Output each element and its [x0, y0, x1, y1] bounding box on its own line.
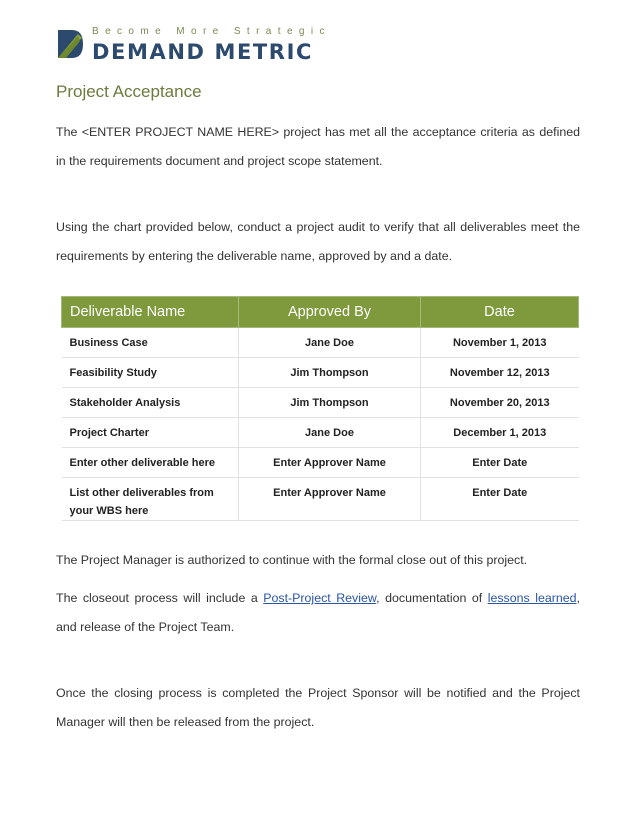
closeout-text-start: The closeout process will include a — [56, 591, 264, 605]
table-row — [62, 418, 579, 448]
logo-brand: DEMAND METRIC — [92, 40, 314, 64]
deliverable-cell[interactable]: Stakeholder Analysis — [62, 388, 239, 418]
date-cell[interactable]: December 1, 2013 — [421, 418, 579, 448]
logo-tagline: Become More Strategic — [92, 26, 331, 37]
date-cell[interactable]: November 1, 2013 — [421, 328, 579, 358]
closeout-text-mid: , documentation of — [376, 591, 488, 605]
deliverable-cell[interactable]: Business Case — [62, 328, 239, 358]
deliverable-cell[interactable]: Feasibility Study — [62, 358, 239, 388]
approver-cell[interactable]: Jim Thompson — [239, 388, 421, 418]
header-date: Date — [421, 297, 579, 328]
approver-cell[interactable]: Enter Approver Name — [239, 478, 421, 521]
table-row — [62, 328, 579, 358]
deliverable-cell[interactable]: Project Charter — [62, 418, 239, 448]
date-cell[interactable]: November 12, 2013 — [421, 358, 579, 388]
table-row — [62, 388, 579, 418]
approver-cell[interactable]: Enter Approver Name — [239, 448, 421, 478]
table-row — [62, 478, 579, 521]
page-title: Project Acceptance — [56, 82, 202, 101]
approver-cell[interactable]: Jane Doe — [239, 418, 421, 448]
deliverable-cell[interactable]: List other deliverables from your WBS here — [62, 478, 239, 521]
company-logo — [56, 26, 331, 66]
approver-cell[interactable]: Jane Doe — [239, 328, 421, 358]
post-project-review-link[interactable]: Post-Project Review — [263, 591, 377, 605]
authorization-paragraph: The Project Manager is authorized to continue with the formal close out of this project. — [56, 553, 528, 567]
header-deliverable-name: Deliverable Name — [62, 297, 239, 328]
closing-paragraph: Once the closing process is completed the Project Sponsor will be notified and the Project Manager will then be released from the project. — [56, 686, 580, 729]
closeout-text-end: , and release of the Project Team. — [56, 591, 580, 634]
table-row — [62, 358, 579, 388]
instruction-paragraph: Using the chart provided below, conduct a project audit to verify that all deliverables meet the requirements by entering the deliverable name, approved by and a date. — [56, 220, 580, 263]
intro-paragraph: The <ENTER PROJECT NAME HERE> project has met all the acceptance criteria as defined in the requirements document and project scope statement. — [56, 125, 580, 168]
date-cell[interactable]: November 20, 2013 — [421, 388, 579, 418]
deliverables-table — [61, 296, 579, 521]
date-cell[interactable]: Enter Date — [421, 478, 579, 521]
approver-cell[interactable]: Jim Thompson — [239, 358, 421, 388]
lessons-learned-link[interactable]: lessons learned — [487, 591, 577, 605]
date-cell[interactable]: Enter Date — [421, 448, 579, 478]
deliverable-cell[interactable]: Enter other deliverable here — [62, 448, 239, 478]
closeout-paragraph — [56, 584, 580, 642]
logo-mark-icon — [56, 28, 84, 60]
header-approved-by: Approved By — [239, 297, 421, 328]
table-header-row — [62, 297, 579, 328]
table-row — [62, 448, 579, 478]
